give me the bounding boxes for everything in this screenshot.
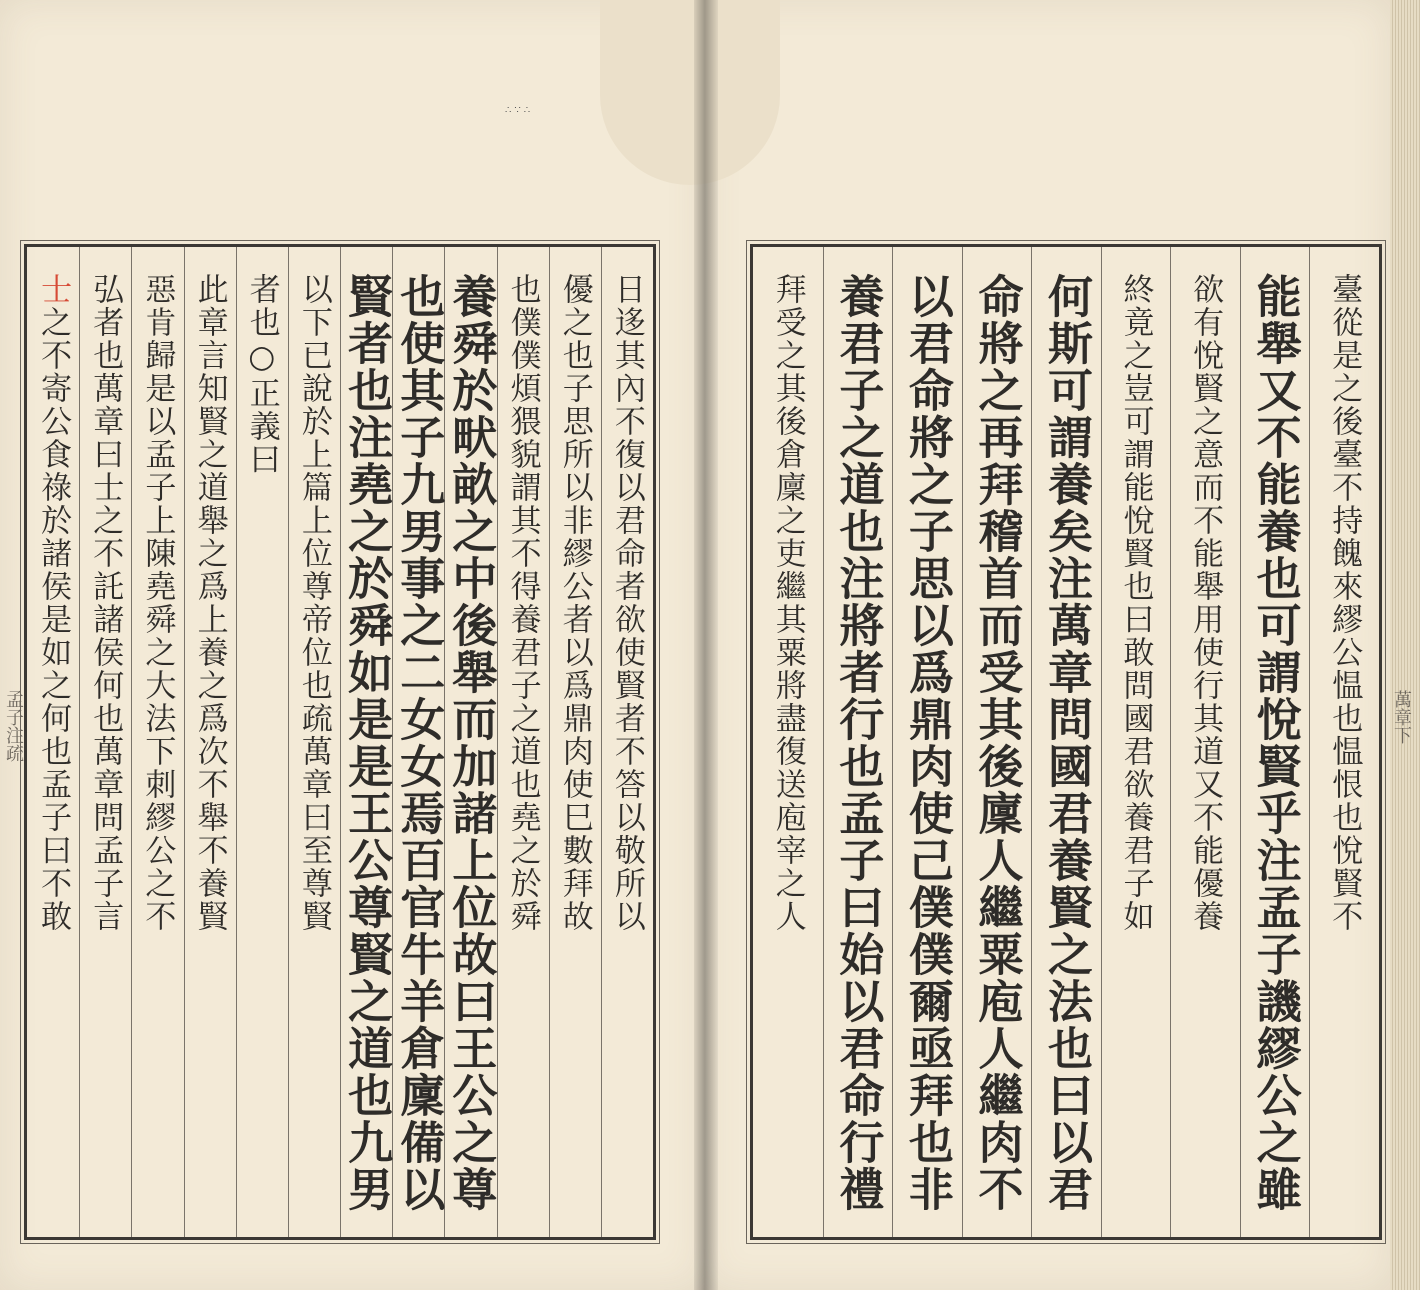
column-divider bbox=[962, 247, 963, 1237]
text-column: 命將之再拜稽首而受其後廩人繼粟庖人繼肉不 bbox=[970, 273, 1024, 1213]
column-divider bbox=[1240, 247, 1241, 1237]
book-gutter bbox=[694, 0, 718, 1290]
column-divider bbox=[1309, 247, 1310, 1237]
text-column: 以下已說於上篇上位尊帝位也疏萬章曰至尊賢 bbox=[295, 273, 332, 933]
text-column: 拜受之其後倉廩之吏繼其粟將盡復送庖宰之人 bbox=[769, 273, 806, 933]
ink-stain: ∴∵∴ bbox=[505, 105, 534, 116]
column-text: 之不寄公食祿於諸侯是如之何也孟子曰不敢 bbox=[35, 306, 72, 933]
text-column: 也僕僕煩猥貌謂其不得養君子之道也堯之於舜 bbox=[504, 273, 541, 933]
left-margin-note: 孟子注疏 bbox=[3, 690, 24, 762]
paper-tab-slip bbox=[600, 0, 780, 185]
column-divider bbox=[1101, 247, 1102, 1237]
text-column: 者也○正義曰 bbox=[243, 273, 280, 476]
text-column: 此章言知賢之道舉之爲上養之爲次不舉不養賢 bbox=[191, 273, 228, 933]
text-column: 養君子之道也注將者行也孟子曰始以君命行禮 bbox=[831, 273, 885, 1213]
text-column: 能舉又不能養也可謂悅賢乎注孟子譏繆公之雖 bbox=[1248, 273, 1302, 1213]
right-margin-note: 萬章下 bbox=[1391, 690, 1412, 744]
text-column: 賢者也注堯之於舜如是是王公尊賢之道也九男 bbox=[340, 273, 394, 1213]
column-divider bbox=[1170, 247, 1171, 1237]
column-divider bbox=[1031, 247, 1032, 1237]
text-column: 終竟之豈可謂能悅賢也曰敢問國君欲養君子如 bbox=[1117, 273, 1154, 933]
text-column: 以君命將之子思以爲鼎肉使己僕僕爾亟拜也非 bbox=[900, 273, 954, 1213]
page-edges bbox=[1390, 0, 1420, 1290]
text-column: 臺從是之後臺不持餽來繆公愠也愠恨也悅賢不 bbox=[1326, 273, 1363, 933]
text-column: 何斯可謂養矣注萬章問國君養賢之法也曰以君 bbox=[1040, 273, 1093, 1213]
text-column: 優之也子思所以非繆公者以爲鼎肉使巳數拜故 bbox=[556, 273, 593, 933]
column-divider bbox=[823, 247, 824, 1237]
text-column: 弘者也萬章曰士之不託諸侯何也萬章問孟子言 bbox=[87, 273, 124, 933]
red-character: 士 bbox=[35, 273, 72, 306]
text-column: 日迻其內不復以君命者欲使賢者不答以敬所以 bbox=[608, 273, 645, 933]
text-column bbox=[22, 273, 84, 933]
column-divider bbox=[892, 247, 893, 1237]
left-text-frame bbox=[24, 244, 656, 1240]
text-column: 養舜於畎畝之中後舉而加諸上位故曰王公之尊 bbox=[444, 273, 498, 1213]
text-column: 欲有悅賢之意而不能舉用使行其道又不能優養 bbox=[1187, 273, 1224, 933]
text-column: 惡肯歸是以孟子上陳堯舜之大法下刺繆公之不 bbox=[139, 273, 176, 933]
right-text-frame bbox=[750, 244, 1382, 1240]
text-column: 也使其子九男事之二女女焉百官牛羊倉廩備以 bbox=[392, 273, 446, 1213]
